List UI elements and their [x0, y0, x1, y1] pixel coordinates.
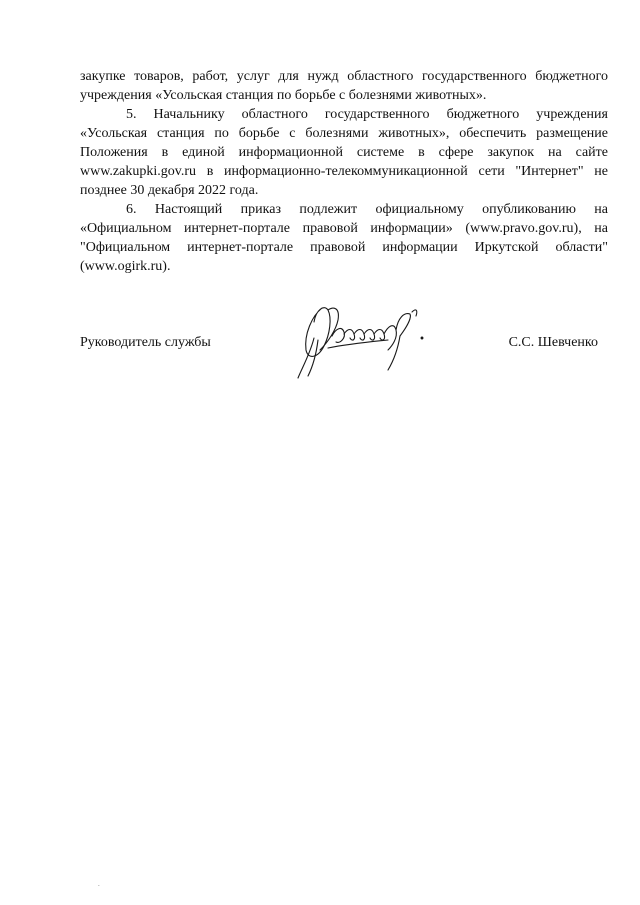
signatory-title: Руководитель службы	[80, 335, 211, 350]
paragraph-continuation: закупке товаров, работ, услуг для нужд областного государственного бюджетного учреждения «Усольская станция по борьбе с болезнями животных».	[80, 69, 608, 103]
signatory-name: С.С. Шевченко	[508, 335, 598, 350]
paragraph-item-6: 6. Настоящий приказ подлежит официальному опубликованию на «Официальном интернет-портале правовой информации» (www.pravo.gov.ru), на "Официальном интернет-портале правовой информации Иркутской области" (www.ogirk.ru).	[80, 202, 608, 274]
document-body	[80, 67, 608, 276]
footer-mark: .	[98, 880, 100, 888]
handwritten-signature	[288, 298, 448, 383]
paragraph-item-5: 5. Начальнику областного государственного бюджетного учреждения «Усольская станция по борьбе с болезнями животных», обеспечить размещение Положения в единой информационной системе в сфере закупок на сайте www.zakupki.gov.ru в информационно-телекоммуникационной сети "Интернет" не позднее 30 декабря 2022 года.	[80, 107, 608, 198]
